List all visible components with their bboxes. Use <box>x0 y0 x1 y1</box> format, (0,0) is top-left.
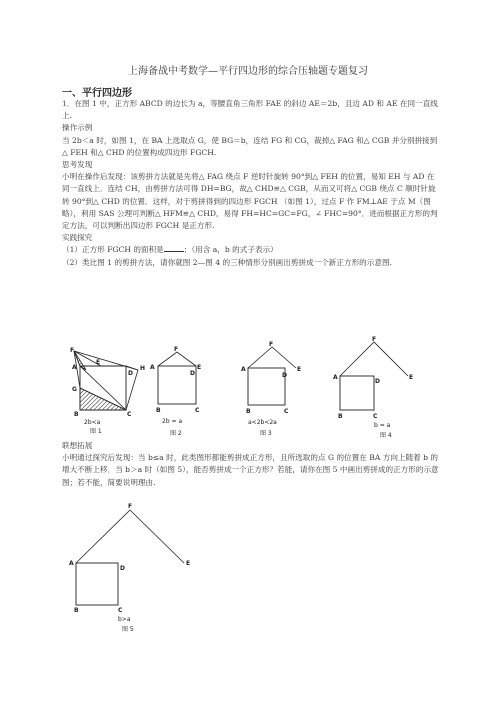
question-number: 1． <box>62 99 75 108</box>
fig1-caption: 图 1 <box>90 428 102 435</box>
thinking-title: 思考发现 <box>62 160 93 170</box>
fig5-label-f: F <box>128 503 133 510</box>
fig3-label-d: D <box>282 372 287 379</box>
fig2-label-e: E <box>197 364 202 371</box>
fig3-label-c: C <box>284 408 289 415</box>
fig2-label-f: F <box>174 346 179 353</box>
fig1-label-c: C <box>127 411 132 418</box>
fig2-label-c: C <box>195 407 200 414</box>
fig5-label-b: B <box>74 607 79 614</box>
extension-title: 联想拓展 <box>62 441 93 450</box>
fig3-label-b: B <box>246 408 251 415</box>
fig1-label-b: B <box>74 411 79 418</box>
fig5-label-c: C <box>118 607 123 614</box>
fig1-label-g: G <box>72 386 77 393</box>
fig5-caption: 图 5 <box>122 626 134 633</box>
explore-q1: （1）正方形 FGCH 的面积是 ；（用含 a，b 的式子表示） <box>62 245 278 255</box>
fig3-label-a: A <box>241 366 246 373</box>
figure-4 <box>330 336 420 440</box>
fig2-label-a: A <box>150 364 155 371</box>
fig4-label-d: D <box>375 378 380 385</box>
fig1-label-a: A <box>72 364 77 371</box>
fig1-label-e: E <box>96 359 101 366</box>
fig3-label-f: F <box>269 341 274 348</box>
fig1-label-d: D <box>128 370 133 377</box>
fig4-label-e: E <box>409 374 414 381</box>
explore-title: 实践探究 <box>62 233 93 243</box>
answer-blank <box>164 244 184 252</box>
fig2-condition: 2b = a <box>162 418 183 425</box>
fig1-label-h: H <box>140 365 146 372</box>
fig3-condition: a<2b<2a <box>248 419 277 426</box>
section-heading: 一、平行四边形 <box>62 88 132 99</box>
fig5-condition: b>a <box>118 616 131 623</box>
fig4-label-b: B <box>338 413 343 420</box>
fig1-label-f: F <box>70 347 75 354</box>
figure-5 <box>60 498 200 638</box>
document-title: 上海备战中考数学—平行四边形的综合压轴题专题复习 <box>128 66 368 77</box>
fig5-label-a: A <box>69 560 74 567</box>
fig2-label-b: B <box>156 407 161 414</box>
figure-1 <box>66 344 156 435</box>
thinking-text: 小明在操作后发现：该剪拼方法就是先将△ FAG 绕点 F 逆时针旋转 90°到△ FEH 的位置，易知 EH 与 AD 在同一直线上．连结 CH，由剪拼方法可得 DH=BG，故△ CHD≌△ CGB，从而又可将△ CGB 绕点 C 顺时针旋转 90°到△ CHD 的位置．这样，对于剪拼得到的四边形 FGCH （如图 1），过点 F 作 FM⊥AE 于点 M（图略），利用 SAS 公理可判断△ HFM≌△ CHD，易得 FH=HC=GC=FG，∠ FHC=90°．进而根据正方形的判定方法，可以判断出四边形 FGCH 是正方形. <box>62 172 438 231</box>
fig4-condition: b = a <box>374 422 391 429</box>
operation-text: 当 2b＜a 时，如图 1，在 BA 上选取点 G，使 BG＝b，连结 FG 和 CG，裁掉△ FAG 和△ CGB 并分别拼接到△ FEH 和△ CHD 的位置构成四边形 FGCH. <box>62 135 438 157</box>
fig5-label-d: D <box>120 565 125 572</box>
question-intro: 1．在图 1 中，正方形 ABCD 的边长为 a，等腰直角三角形 FAE 的斜边 AE＝2b，且边 AD 和 AE 在同一直线上. <box>62 99 438 121</box>
fig4-label-a: A <box>333 374 338 381</box>
figure-3 <box>238 340 318 438</box>
fig5-label-e: E <box>186 560 191 567</box>
explore-q2: （2）类比图 1 的剪拼方法，请你就图 2—图 4 的三种情形分别画出剪拼成一个新正方形的示意图. <box>62 257 392 267</box>
problem-body <box>62 98 440 269</box>
fig3-label-e: E <box>297 366 302 373</box>
fig4-label-f: F <box>372 336 377 343</box>
extension-body <box>62 440 440 489</box>
fig4-caption: 图 4 <box>380 432 392 439</box>
figure-2 <box>150 346 220 438</box>
fig2-label-d: D <box>190 370 195 377</box>
fig2-caption: 图 2 <box>170 430 182 437</box>
fig3-caption: 图 3 <box>260 430 272 437</box>
extension-text: 小明通过探究后发现：当 b≤a 时，此类图形都能剪拼成正方形，且所选取的点 G 的位置在 BA 方向上随着 b 的增大不断上移．当 b＞a 时（如图 5），能否剪拼成一个正方形？若能，请你在图 5 中画出剪拼成的正方形的示意图；若不能，简要说明理由. <box>62 453 439 487</box>
operation-title: 操作示例 <box>62 123 93 133</box>
fig4-label-c: C <box>373 413 378 420</box>
fig1-condition: 2b<a <box>84 419 101 426</box>
